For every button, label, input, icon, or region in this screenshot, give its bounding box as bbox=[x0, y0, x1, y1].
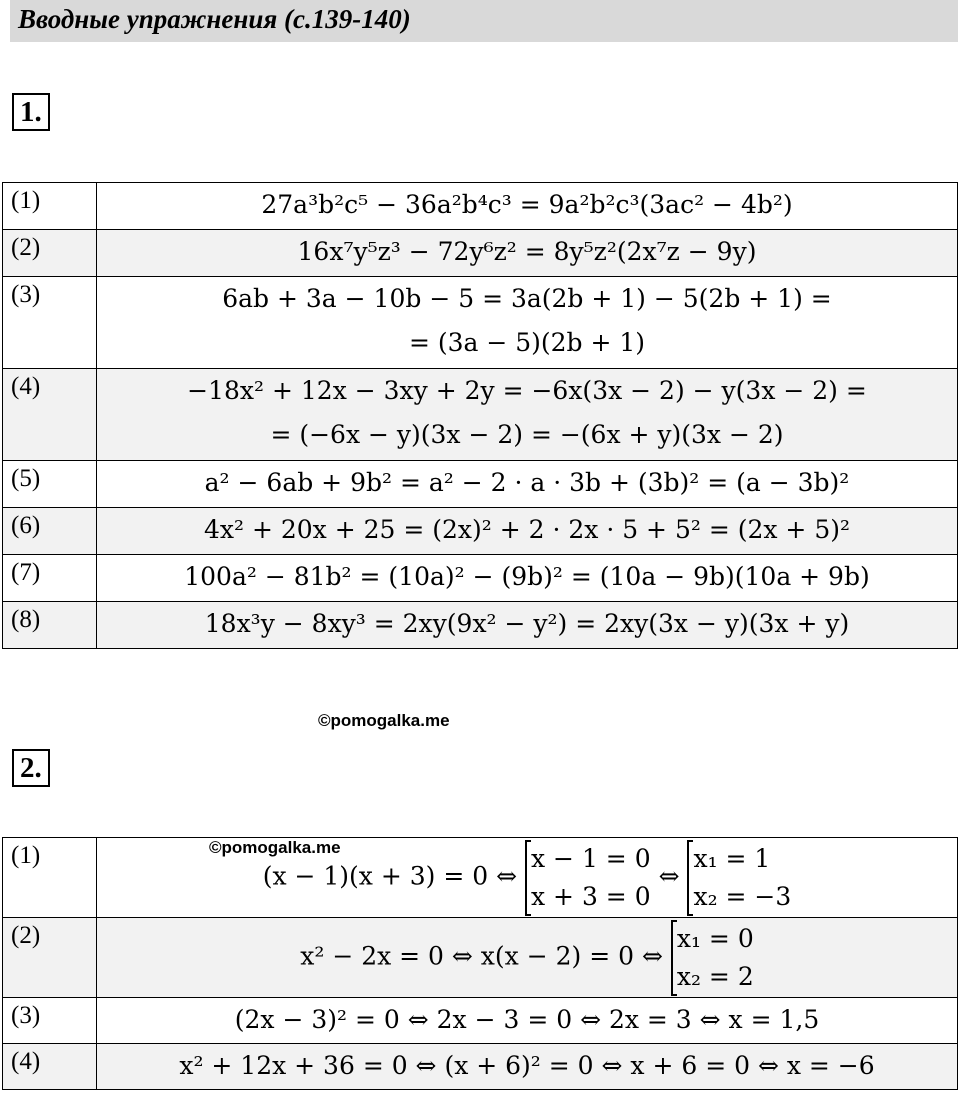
row-label: (6) bbox=[3, 508, 97, 555]
table-row bbox=[3, 998, 958, 1044]
equation bbox=[97, 602, 958, 649]
equation bbox=[97, 838, 958, 918]
table-row bbox=[3, 508, 958, 555]
row-label: (4) bbox=[3, 1044, 97, 1090]
equation bbox=[97, 183, 958, 230]
table-row bbox=[3, 277, 958, 369]
page-title: Вводные упражнения (с.139-140) bbox=[18, 4, 411, 34]
system-line: x₂ = −3 bbox=[693, 882, 792, 911]
table-row bbox=[3, 230, 958, 277]
row-label: (2) bbox=[3, 230, 97, 277]
exercise-number-2: 2. bbox=[12, 749, 50, 787]
equation bbox=[97, 369, 958, 461]
row-label: (3) bbox=[3, 998, 97, 1044]
table-row bbox=[3, 1044, 958, 1090]
system-line: x₁ = 0 bbox=[676, 924, 754, 953]
row-label: (1) bbox=[3, 838, 97, 918]
equation bbox=[97, 998, 958, 1044]
exercise-2-table bbox=[2, 837, 958, 1090]
watermark: ©pomogalka.me bbox=[318, 711, 450, 730]
row-label: (5) bbox=[3, 461, 97, 508]
system-bracket bbox=[525, 840, 651, 916]
equation-line: a² − 6ab + 9b² = a² − 2 · a · 3b + (3b)² = (a − 3b)² bbox=[204, 468, 850, 497]
equation-part: x² − 2x = 0 ⇔ x(x − 2) = 0 ⇔ bbox=[300, 941, 663, 971]
equation bbox=[97, 1044, 958, 1090]
equation-line: 16x⁷y⁵z³ − 72y⁶z² = 8y⁵z²(2x⁷z − 9y) bbox=[297, 237, 757, 266]
system-line: x + 3 = 0 bbox=[531, 882, 651, 911]
system-line: x₁ = 1 bbox=[693, 844, 771, 873]
table-row bbox=[3, 838, 958, 918]
row-label: (3) bbox=[3, 277, 97, 369]
equation-line: 6ab + 3a − 10b − 5 = 3a(2b + 1) − 5(2b + 1) = bbox=[222, 284, 832, 313]
equation-line bbox=[97, 918, 957, 996]
row-label: (4) bbox=[3, 369, 97, 461]
exercise-1-table bbox=[2, 182, 958, 649]
equation bbox=[97, 555, 958, 602]
table-row bbox=[3, 183, 958, 230]
equation bbox=[97, 918, 958, 998]
page-header bbox=[10, 0, 958, 42]
table-row bbox=[3, 461, 958, 508]
system-bracket bbox=[671, 920, 754, 996]
table-row bbox=[3, 555, 958, 602]
system-line: x − 1 = 0 bbox=[531, 844, 651, 873]
equation bbox=[97, 277, 958, 369]
equation bbox=[97, 230, 958, 277]
table-row bbox=[3, 918, 958, 998]
row-label: (8) bbox=[3, 602, 97, 649]
exercise-number-1: 1. bbox=[12, 93, 50, 131]
table-row bbox=[3, 602, 958, 649]
table-row bbox=[3, 369, 958, 461]
equation-line: 18x³y − 8xy³ = 2xy(9x² − y²) = 2xy(3x − y)(3x + y) bbox=[204, 609, 850, 638]
system-line: x₂ = 2 bbox=[676, 962, 754, 991]
row-label: (1) bbox=[3, 183, 97, 230]
watermark: ©pomogalka.me bbox=[209, 838, 341, 857]
equation-line: = (−6x − y)(3x − 2) = −(6x + y)(3x − 2) bbox=[270, 420, 784, 449]
equation-line: = (3a − 5)(2b + 1) bbox=[408, 328, 646, 357]
equation-line: x² + 12x + 36 = 0 ⇔ (x + 6)² = 0 ⇔ x + 6 = 0 ⇔ x = −6 bbox=[179, 1051, 875, 1080]
equation-line: 100a² − 81b² = (10a)² − (9b)² = (10a − 9b)(10a + 9b) bbox=[184, 562, 870, 591]
equation-line: −18x² + 12x − 3xy + 2y = −6x(3x − 2) − y(3x − 2) = bbox=[187, 376, 867, 405]
equation-line: 27a³b²c⁵ − 36a²b⁴c³ = 9a²b²c³(3ac² − 4b²) bbox=[261, 190, 793, 219]
system-bracket bbox=[687, 840, 791, 916]
equation-line: (2x − 3)² = 0 ⇔ 2x − 3 = 0 ⇔ 2x = 3 ⇔ x = 1,5 bbox=[234, 1005, 820, 1034]
equation-part: ⇔ bbox=[658, 861, 680, 891]
row-label: (2) bbox=[3, 918, 97, 998]
row-label: (7) bbox=[3, 555, 97, 602]
equation-part: (x − 1)(x + 3) = 0 ⇔ bbox=[262, 861, 518, 891]
equation bbox=[97, 508, 958, 555]
equation bbox=[97, 461, 958, 508]
equation-line: 4x² + 20x + 25 = (2x)² + 2 · 2x · 5 + 5² = (2x + 5)² bbox=[203, 515, 851, 544]
